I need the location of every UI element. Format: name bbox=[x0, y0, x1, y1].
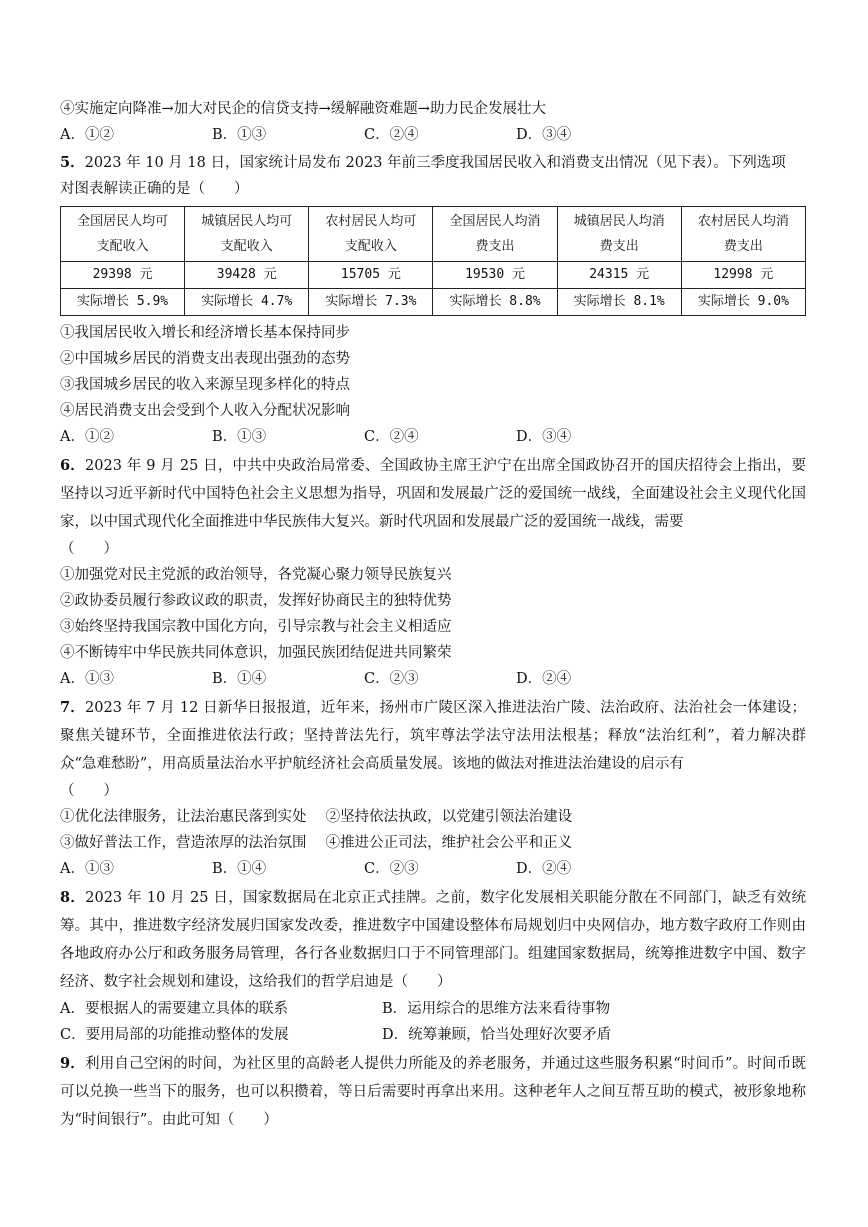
q5-option-c[interactable]: C．②④ bbox=[364, 429, 419, 445]
q6-options bbox=[60, 666, 806, 692]
table-cell: 15705 元 bbox=[309, 262, 433, 289]
q7-options bbox=[60, 856, 806, 882]
q7-option-d[interactable]: D．②④ bbox=[516, 861, 572, 877]
q6-item-4: ④不断铸牢中华民族共同体意识，加强民族团结促进共同繁荣 bbox=[60, 645, 452, 661]
table-amount-row bbox=[61, 262, 806, 289]
q7-number: 7． bbox=[60, 699, 86, 716]
q5-option-a[interactable]: A．①② bbox=[60, 429, 114, 445]
q5-option-d[interactable]: D．③④ bbox=[516, 429, 572, 445]
q5-stem-line-1 bbox=[60, 150, 806, 176]
q6-option-d[interactable]: D．②④ bbox=[516, 671, 572, 687]
q7-option-c[interactable]: C．②③ bbox=[364, 861, 419, 877]
table-header-row bbox=[61, 207, 806, 262]
q7-stem bbox=[60, 694, 806, 778]
q6-item-3: ③始终坚持我国宗教中国化方向，引导宗教与社会主义相适应 bbox=[60, 619, 452, 635]
question-6 bbox=[60, 452, 806, 692]
q7-items-row-2: ③做好普法工作，营造浓厚的法治氛围 ④推进公正司法，维护社会公平和正义 bbox=[60, 835, 573, 851]
q8-options-row-1 bbox=[60, 996, 806, 1022]
q5-stem-text-1: 2023 年 10 月 18 日，国家统计局发布 2023 年前三季度我国居民收入和消费支出情况（见下表）。下列选项 bbox=[84, 155, 786, 171]
table-header-cell: 全国居民人均可 支配收入 bbox=[61, 207, 185, 262]
q8-option-a[interactable]: A．要根据人的需要建立具体的联系 bbox=[60, 1001, 288, 1017]
q5-item-4: ④居民消费支出会受到个人收入分配状况影响 bbox=[60, 403, 350, 419]
q6-item-2: ②政协委员履行参政议政的职责，发挥好协商民主的独特优势 bbox=[60, 593, 452, 609]
table-cell: 实际增长 8.1% bbox=[557, 289, 681, 316]
q7-items-row-1: ①优化法律服务，让法治惠民落到实处 ②坚持依法执政，以党建引领法治建设 bbox=[60, 809, 573, 825]
q6-number: 6． bbox=[60, 457, 86, 474]
q9-number: 9． bbox=[60, 1055, 86, 1072]
q8-number: 8． bbox=[60, 889, 86, 906]
table-cell: 实际增长 7.3% bbox=[309, 289, 433, 316]
table-cell: 24315 元 bbox=[557, 262, 681, 289]
exam-page bbox=[60, 96, 806, 1134]
q4-option-a[interactable]: A．①② bbox=[60, 127, 114, 143]
q8-option-d[interactable]: D．统筹兼顾，恰当处理好次要矛盾 bbox=[382, 1027, 612, 1043]
income-expenditure-table bbox=[60, 206, 806, 316]
q6-option-a[interactable]: A．①③ bbox=[60, 671, 114, 687]
q8-option-c[interactable]: C．要用局部的功能推动整体的发展 bbox=[60, 1027, 289, 1043]
table-cell: 实际增长 4.7% bbox=[185, 289, 309, 316]
table-header-cell: 农村居民人均消 费支出 bbox=[681, 207, 805, 262]
q8-options-row-2 bbox=[60, 1022, 806, 1048]
table-header-cell: 城镇居民人均可 支配收入 bbox=[185, 207, 309, 262]
question-9 bbox=[60, 1050, 806, 1134]
q9-stem-text: 利用自己空闲的时间，为社区里的高龄老人提供力所能及的养老服务，并通过这些服务积累“时间币”。时间币既可以兑换一些当下的服务，也可以积攒着，等日后需要时再拿出来用。这种老年人之间互帮互助的模式，被形象地称为“时间银行”。由此可知（ ） bbox=[60, 1056, 807, 1128]
q5-option-b[interactable]: B．①③ bbox=[212, 429, 267, 445]
table-header-cell: 全国居民人均消 费支出 bbox=[433, 207, 557, 262]
q6-stem bbox=[60, 452, 806, 536]
table-cell: 39428 元 bbox=[185, 262, 309, 289]
q9-stem bbox=[60, 1050, 806, 1134]
table-header-cell: 农村居民人均可 支配收入 bbox=[309, 207, 433, 262]
table-header-cell: 城镇居民人均消 费支出 bbox=[557, 207, 681, 262]
q7-blank: （ ） bbox=[60, 783, 118, 799]
q6-item-1: ①加强党对民主党派的政治领导，各党凝心聚力领导民族复兴 bbox=[60, 567, 452, 583]
question-7 bbox=[60, 694, 806, 882]
q6-option-b[interactable]: B．①④ bbox=[212, 671, 267, 687]
table-cell: 实际增长 8.8% bbox=[433, 289, 557, 316]
q5-item-3: ③我国城乡居民的收入来源呈现多样化的特点 bbox=[60, 377, 350, 393]
q4-item-4: ④实施定向降准→加大对民企的信贷支持→缓解融资难题→助力民企发展壮大 bbox=[60, 101, 546, 117]
q8-option-b[interactable]: B．运用综合的思维方法来看待事物 bbox=[382, 1001, 611, 1017]
q5-item-2: ②中国城乡居民的消费支出表现出强劲的态势 bbox=[60, 351, 350, 367]
q8-stem-text: 2023 年 10 月 25 日，国家数据局在北京正式挂牌。之前，数字化发展相关职能分散在不同部门，缺乏有效统筹。其中，推进数字经济发展归国家发改委，推进数字中国建设整体布局规划归中央网信办，地方数字政府工作则由各地政府办公厅和政务服务局管理，各行各业数据归口于不同管理部门。组建国家数据局，统筹推进数字中国、数字经济、数字社会规划和建设，这给我们的哲学启迪是（ ） bbox=[60, 890, 806, 990]
q4-option-c[interactable]: C．②④ bbox=[364, 127, 419, 143]
table-cell: 19530 元 bbox=[433, 262, 557, 289]
q5-options bbox=[60, 424, 806, 450]
q6-stem-text: 2023 年 9 月 25 日，中共中央政治局常委、全国政协主席王沪宁在出席全国政协召开的国庆招待会上指出，要坚持以习近平新时代中国特色社会主义思想为指导，巩固和发展最广泛的爱国统一战线，全面建设社会主义现代化国家，以中国式现代化全面推进中华民族伟大复兴。新时代巩固和发展最广泛的爱国统一战线，需要 bbox=[60, 458, 806, 530]
q7-stem-text: 2023 年 7 月 12 日新华日报报道，近年来，扬州市广陵区深入推进法治广陵、法治政府、法治社会一体建设；聚焦关键环节，全面推进依法行政；坚持普法先行，筑牢尊法学法守法用法根基；释放“法治红利”，着力解决群众“急难愁盼”，用高质量法治水平护航经济社会高质量发展。该地的做法对推进法治建设的启示有 bbox=[60, 700, 806, 772]
table-cell: 29398 元 bbox=[61, 262, 185, 289]
table-cell: 实际增长 9.0% bbox=[681, 289, 805, 316]
question-5 bbox=[60, 150, 806, 450]
q6-option-c[interactable]: C．②③ bbox=[364, 671, 419, 687]
table-cell: 12998 元 bbox=[681, 262, 805, 289]
q7-option-b[interactable]: B．①④ bbox=[212, 861, 267, 877]
q6-blank: （ ） bbox=[60, 541, 118, 557]
q7-option-a[interactable]: A．①③ bbox=[60, 861, 114, 877]
q4-option-b[interactable]: B．①③ bbox=[212, 127, 267, 143]
table-growth-row bbox=[61, 289, 806, 316]
question-8 bbox=[60, 884, 806, 1048]
table-cell: 实际增长 5.9% bbox=[61, 289, 185, 316]
q5-item-1: ①我国居民收入增长和经济增长基本保持同步 bbox=[60, 325, 350, 341]
q5-stem-line-2: 对图表解读正确的是（ ） bbox=[60, 181, 249, 197]
q5-number: 5． bbox=[60, 154, 85, 171]
q4-options bbox=[60, 122, 806, 148]
q8-stem bbox=[60, 884, 806, 996]
q4-option-d[interactable]: D．③④ bbox=[516, 127, 572, 143]
